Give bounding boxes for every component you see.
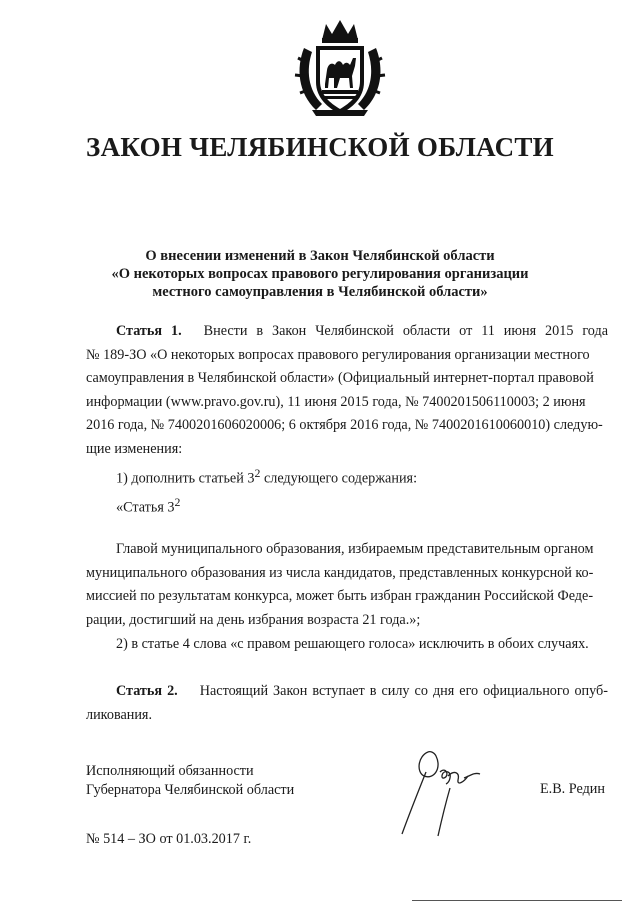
article-1-first-line — [86, 320, 608, 344]
text-line: щие изменения: — [86, 440, 183, 457]
subject-line: О внесении изменений в Закон Челябинской области — [145, 248, 495, 264]
text-line: Главой муниципального образования, избираемым представительным органом — [116, 541, 594, 558]
article-2 — [86, 680, 608, 727]
article-2-first-line — [86, 680, 608, 704]
article-1-label: Статья 1. — [116, 323, 182, 339]
article-1-item-2: 2) в статье 4 слова «с правом решающего голоса» исключить в обоих случаях. — [116, 635, 589, 652]
article-1 — [86, 320, 608, 656]
text-line: 2016 года, № 7400201606020006; 6 октября 2016 года, № 7400201610060010) следую- — [86, 417, 603, 434]
text-line: миссией по результатам конкурса, может быть избран гражданин Российской Феде- — [86, 588, 594, 605]
article-2-label: Статья 2. — [116, 683, 178, 699]
article-1-paragraph — [86, 344, 608, 462]
text-line: информации (www.pravo.gov.ru), 11 июня 2015 года, № 7400201506110003; 2 июня — [86, 393, 586, 410]
law-title: ЗАКОН ЧЕЛЯБИНСКОЙ ОБЛАСТИ — [86, 132, 554, 162]
signer-position — [86, 762, 294, 800]
article-2-text: Настоящий Закон вступает в силу со дня его официального опуб- — [199, 683, 608, 699]
chelyabinsk-coat-of-arms-icon — [292, 18, 388, 118]
article-1-text: Внести в Закон Челябинской области от 11 июня 2015 года — [203, 323, 609, 339]
handwritten-signature — [388, 742, 498, 842]
signer-position-line: Исполняющий обязанности — [86, 763, 254, 779]
law-number: № 514 – ЗО от 01.03.2017 г. — [86, 831, 252, 847]
signer-position-line: Губернатора Челябинской области — [86, 782, 295, 798]
law-subject — [0, 247, 640, 301]
text-line: самоуправления в Челябинской области» (Официальный интернет-портал правовой — [86, 370, 594, 387]
superscript: 2 — [254, 465, 261, 480]
item-text: 1) дополнить статьей 3 — [116, 470, 255, 487]
text-line: муниципального образования из числа кандидатов, представленных конкурсной ко- — [86, 564, 594, 581]
new-article-heading — [86, 491, 608, 520]
superscript: 2 — [174, 494, 181, 509]
subject-line: «О некоторых вопросах правового регулирования организации — [111, 266, 529, 282]
text-line: № 189-ЗО «О некоторых вопросах правового регулирования организации местного — [86, 346, 590, 363]
new-article-body — [86, 538, 608, 632]
divider — [412, 900, 622, 901]
article-1-item-1 — [86, 462, 608, 491]
text-line: рации, достигший на день избрания возраста 21 года.»; — [86, 612, 421, 628]
new-article-label: «Статья 3 — [116, 499, 175, 516]
signer-name: Е.В. Редин — [540, 781, 605, 797]
item-text: следующего содержания: — [260, 470, 418, 487]
text-line: ликования. — [86, 706, 153, 723]
subject-line: местного самоуправления в Челябинской области» — [152, 284, 488, 300]
